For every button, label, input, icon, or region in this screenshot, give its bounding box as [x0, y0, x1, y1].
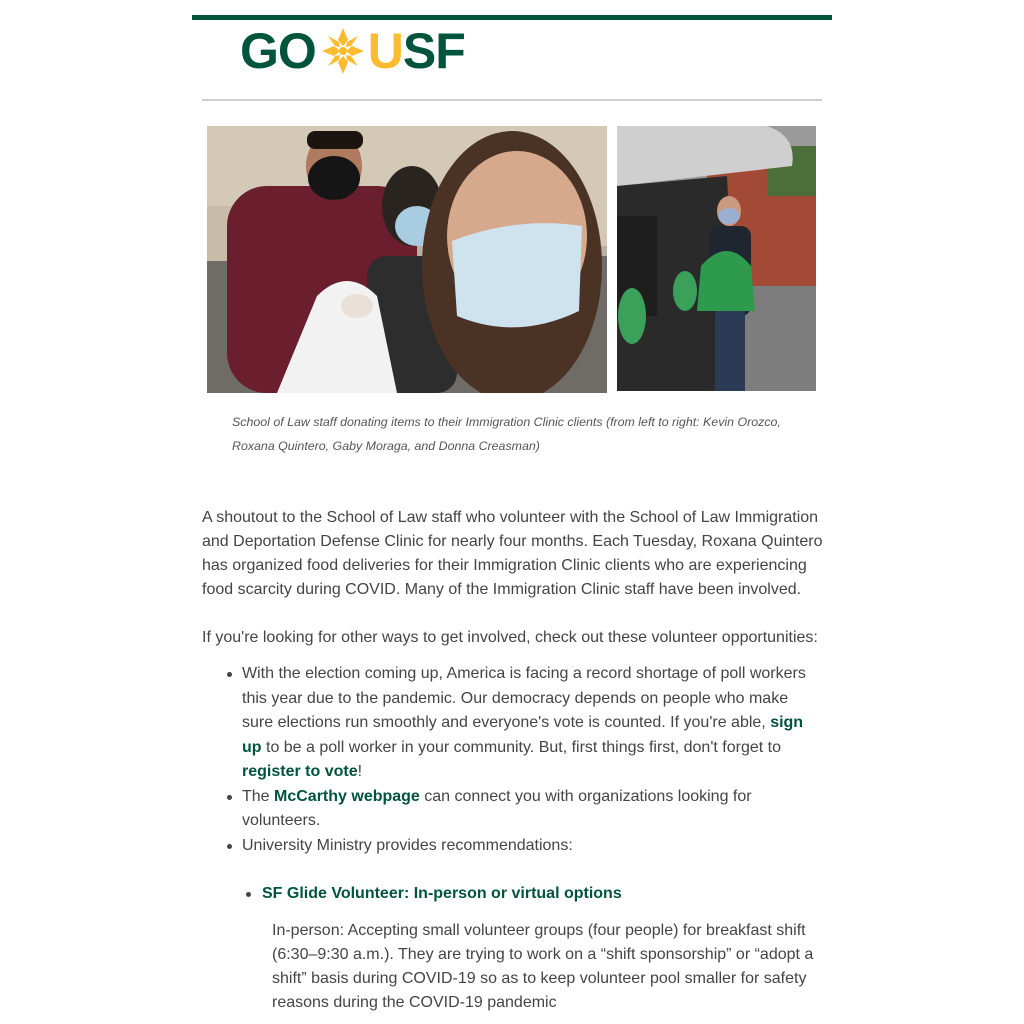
- photo-caption: School of Law staff donating items to their Immigration Clinic clients (from left to right: Kevin Orozco, Roxana Quintero, Gaby Moraga, and Donna Creasman): [232, 415, 781, 453]
- list-item-poll-workers: With the election coming up, America is facing a record shortage of poll workers this year due to the pandemic. Our democracy depends on people who make sure elections run smoothly and everyone's vote is counted. If you're able, sign up to be a poll worker in your community. But, first things first, don't forget to register to vote!: [242, 662, 822, 785]
- logo-sf-text: SF: [402, 23, 465, 79]
- mccarthy-webpage-link[interactable]: McCarthy webpage: [274, 787, 420, 805]
- intro-paragraph: A shoutout to the School of Law staff who volunteer with the School of Law Immigration and Deportation Defense Clinic for nearly four months. Each Tuesday, Roxana Quintero has organized food deliveries for their Immigration Clinic clients who are experiencing food scarcity during COVID. Many of the Immigration Clinic staff have been involved.: [202, 509, 823, 598]
- glide-sub-item: [262, 882, 622, 906]
- register-to-vote-link[interactable]: register to vote: [242, 763, 358, 780]
- lead-in-paragraph: If you're looking for other ways to get involved, check out these volunteer opportunities:: [202, 629, 818, 646]
- header-accent-bar: [192, 15, 832, 20]
- list-item-ministry: University Ministry provides recommendations:: [242, 834, 822, 859]
- logo-u-text: U: [367, 23, 403, 79]
- sign-up-link[interactable]: sign up: [242, 714, 804, 756]
- usf-emblem-icon: [320, 26, 366, 76]
- header-divider: [202, 99, 822, 101]
- car-trunk-delivery-photo: [617, 126, 816, 391]
- gousf-logo[interactable]: [240, 22, 465, 80]
- volunteer-list: [242, 662, 822, 858]
- staff-selfie-photo: [207, 126, 607, 393]
- list-item-mccarthy: The McCarthy webpage can connect you with organizations looking for volunteers.: [242, 785, 822, 834]
- glide-detail-text: In-person: Accepting small volunteer groups (four people) for breakfast shift (6:30–9:30 a.m.). They are trying to work on a “shift sponsorship” or “adopt a shift” basis during COVID-19 so as to keep volunteer pool smaller for safety reasons during the COVID-19 pandemic: [272, 922, 814, 1011]
- sf-glide-volunteer-link[interactable]: SF Glide Volunteer: In-person or virtual options: [262, 885, 622, 902]
- logo-go-text: GO: [240, 23, 316, 79]
